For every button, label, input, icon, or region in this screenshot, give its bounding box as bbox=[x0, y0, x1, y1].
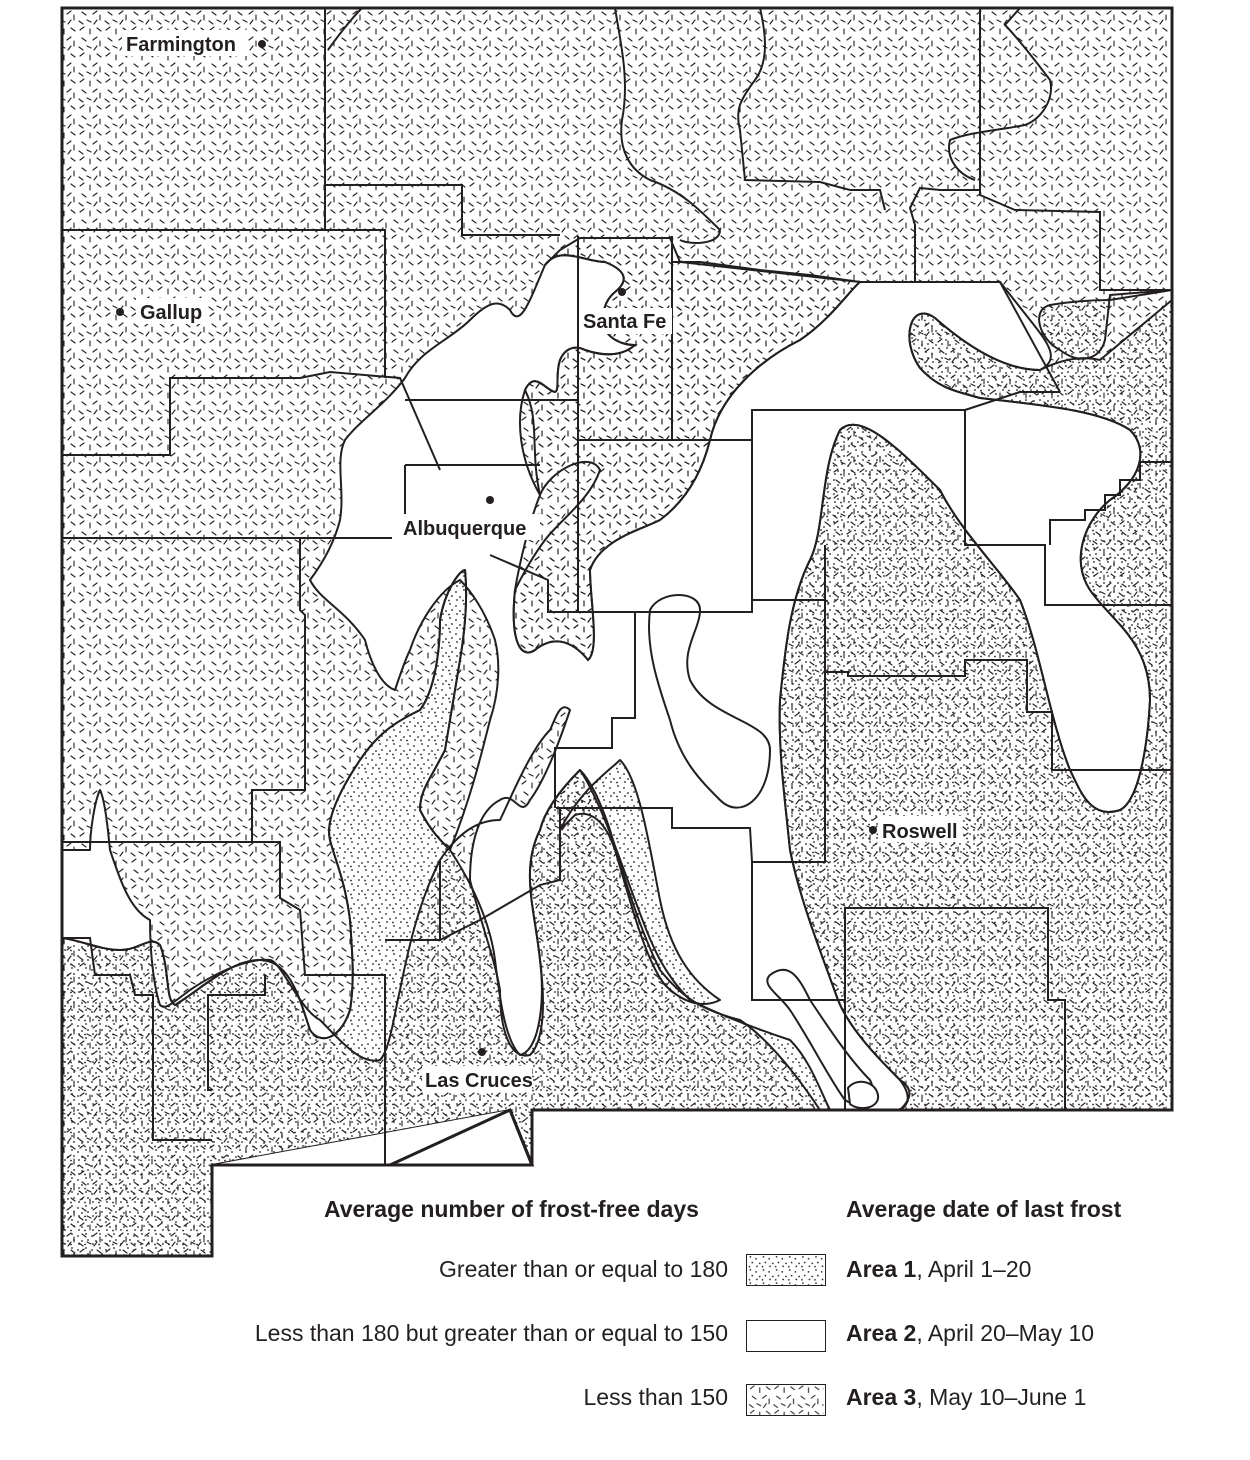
legend-swatch-area-2 bbox=[746, 1320, 826, 1352]
legend-row-1-area-dates: , April 1–20 bbox=[916, 1256, 1032, 1282]
city-label-las-cruces: Las Cruces bbox=[425, 1070, 533, 1092]
area-1-small-loop bbox=[848, 1082, 878, 1108]
city-label-santa-fe: Santa Fe bbox=[583, 311, 667, 333]
city-label-roswell: Roswell bbox=[882, 821, 958, 843]
gallup-marker bbox=[116, 308, 124, 316]
city-label-albuquerque: Albuquerque bbox=[403, 518, 527, 540]
legend-row-1-description: Greater than or equal to 180 bbox=[439, 1256, 728, 1282]
albuquerque-marker bbox=[486, 496, 494, 504]
legend-row-2-area bbox=[846, 1320, 1094, 1347]
legend-row-3-area-name: Area 3 bbox=[846, 1384, 917, 1410]
legend-row-2-area-dates: , April 20–May 10 bbox=[916, 1320, 1095, 1346]
las-cruces-marker bbox=[478, 1048, 486, 1056]
legend-row-1-area bbox=[846, 1256, 1031, 1283]
legend-row-3-area-dates: , May 10–June 1 bbox=[916, 1384, 1087, 1410]
legend-swatch-area-1 bbox=[746, 1254, 826, 1286]
legend-row-2-area-name: Area 2 bbox=[846, 1320, 917, 1346]
roswell-marker bbox=[869, 826, 877, 834]
legend-row-2-description: Less than 180 but greater than or equal to 150 bbox=[254, 1320, 728, 1346]
city-label-farmington: Farmington bbox=[126, 34, 236, 56]
legend-swatch-area-3 bbox=[746, 1384, 826, 1416]
legend-right-heading: Average date of last frost bbox=[846, 1196, 1122, 1222]
legend-row-1-area-name: Area 1 bbox=[846, 1256, 917, 1282]
santa-fe-marker bbox=[618, 288, 626, 296]
farmington-marker bbox=[258, 40, 266, 48]
city-label-gallup: Gallup bbox=[140, 302, 203, 324]
legend-row-3-description: Less than 150 bbox=[583, 1384, 728, 1410]
legend-row-3-area bbox=[846, 1384, 1086, 1411]
legend-left-heading: Average number of frost-free days bbox=[324, 1196, 699, 1222]
